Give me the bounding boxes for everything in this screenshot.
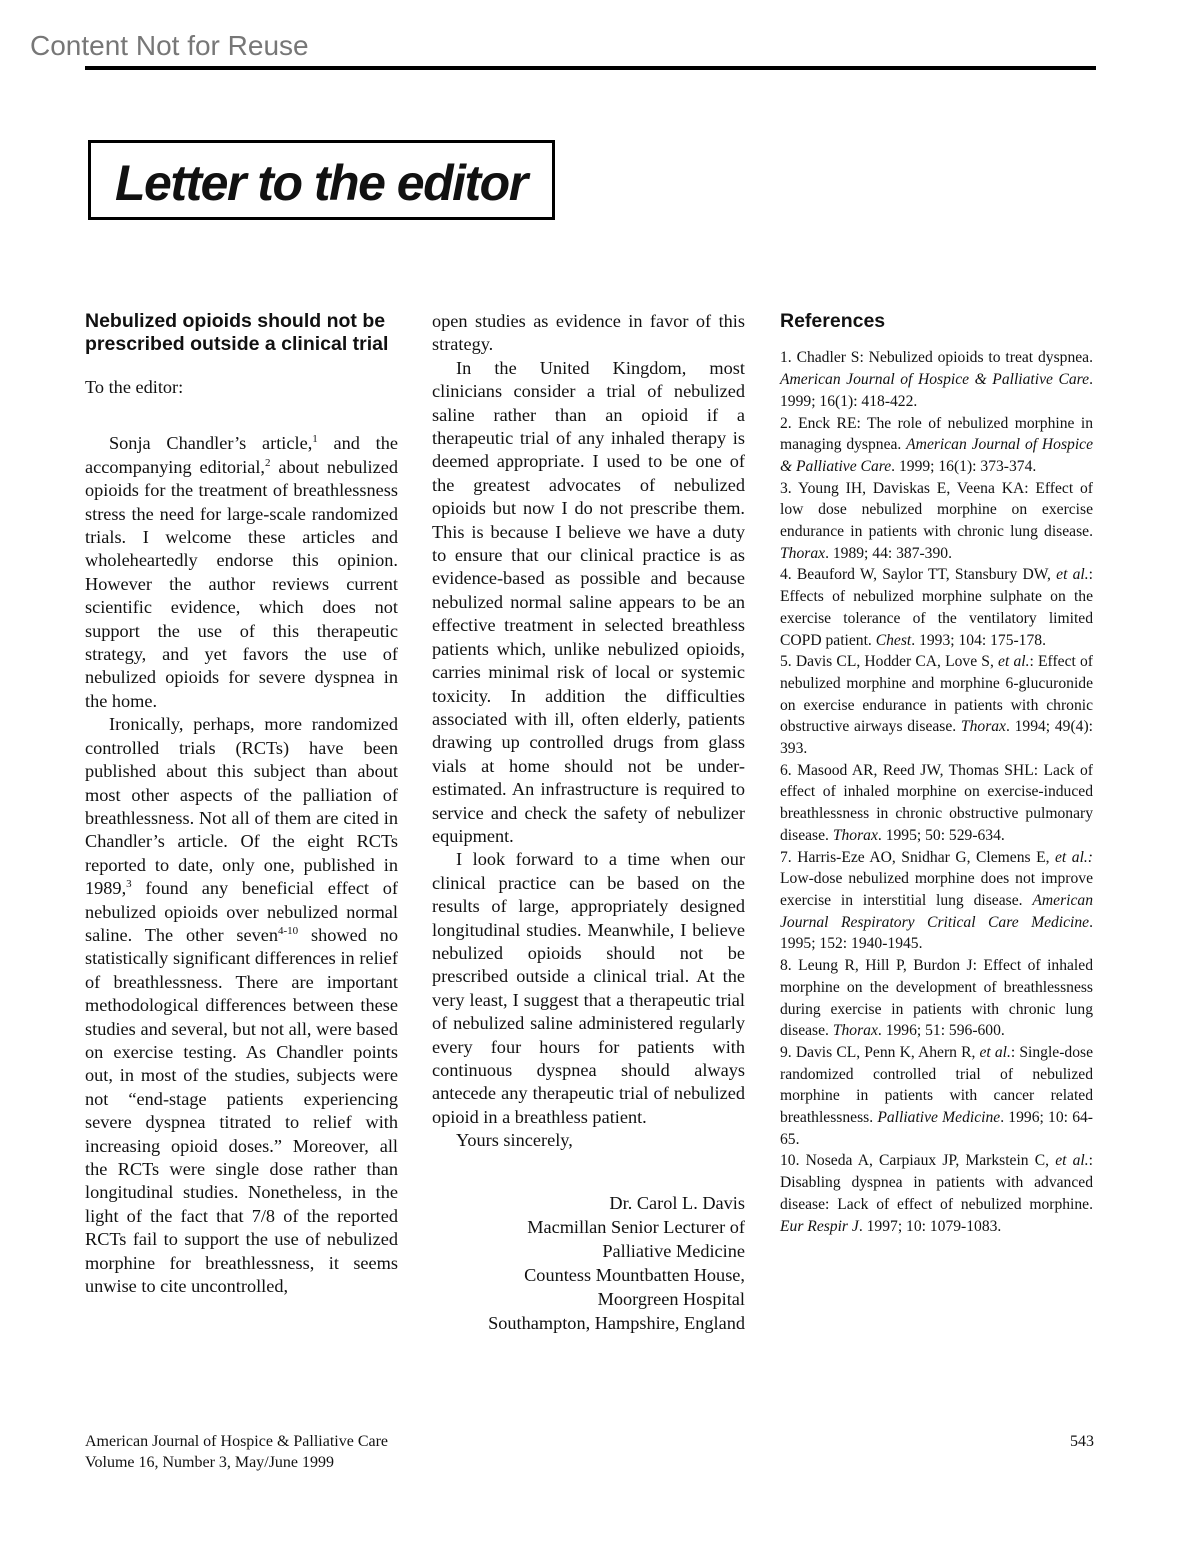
text-run: 6. Masood AR, Reed JW, Thomas SHL: Lack of effect of inhaled morphine on exercise-induced breathlessness in chronic obstructive pulmonary disease.	[780, 761, 1093, 844]
text-run: 1. Chadler S: Nebulized opioids to treat dyspnea.	[780, 349, 1093, 367]
signature-line: Southampton, Hampshire, England	[488, 1312, 745, 1333]
citation-superscript: 4-10	[278, 924, 299, 937]
footer-journal: American Journal of Hospice & Palliative Care	[85, 1433, 389, 1450]
text-run: 10. Noseda A, Carpiaux JP, Markstein C,	[780, 1152, 1056, 1170]
body-paragraph	[85, 713, 398, 1298]
text-run: . 1994; 49(4): 393.	[780, 718, 1093, 758]
text-run: 3. Young IH, Daviskas E, Veena KA: Effect of low dose nebulized morphine on exercise endurance in patients with chronic lung disease.	[780, 479, 1093, 541]
column-2	[432, 310, 745, 1335]
references-list	[780, 347, 1093, 1237]
reference-item	[780, 651, 1093, 760]
signature-line: Moorgreen Hospital	[597, 1288, 745, 1309]
italic-text: et al.	[979, 1043, 1011, 1061]
text-run: 4. Beauford W, Saylor TT, Stansbury DW,	[780, 566, 1057, 584]
references-column	[780, 310, 1093, 1237]
text-run: In the United Kingdom, most clinicians consider a trial of nebulized saline rather than an opioid if a therapeutic trial of any inhaled therapy is deemed appropriate. I used to be one of the greatest advocates of nebulized opioids but now I do not prescribe them. This is because I believe we have a duty to ensure that our clinical practice is as evidence-based as possible and because nebulized normal saline appears to be an effective treatment in selected breathless patients which, unlike nebulized opioids, carries minimal risk of local or systemic toxicity. In addition the difficulties associated with ill, often elderly, patients drawing up controlled drugs from glass vials at home should not be under-estimated. An infrastructure is required to service and check the safety of nebulizer equipment.	[432, 357, 745, 846]
italic-text: et al.	[998, 653, 1030, 671]
reference-item	[780, 564, 1093, 651]
column-1-body	[85, 432, 398, 1298]
text-run: Ironically, perhaps, more randomized controlled trials (RCTs) have been published about this subject than about most other aspects of the palliation of breathlessness. Not all of them are cited in Chandler’s article. Of the eight RCTs reported to date, only one, published in 1989,	[85, 714, 398, 899]
body-paragraph	[432, 310, 745, 357]
text-run: : Effects of nebulized morphine sulphate on the exercise tolerance of the ventilatory limited COPD patient.	[780, 566, 1093, 649]
text-run: and the accompanying editorial,	[85, 433, 398, 477]
citation-superscript: 2	[265, 456, 271, 469]
text-run: about nebulized opioids for the treatment of breathlessness stress the need for large-scale randomized trials. I welcome these articles and wholeheartedly endorse this opinion. However the author reviews current scientific evidence, which does not support the use of this therapeutic strategy, and yet favors the use of nebulized opioids for severe dyspnea in the home.	[85, 456, 398, 711]
text-run: . 1989; 44: 387-390.	[825, 544, 952, 562]
references-heading: References	[780, 310, 886, 332]
reference-item	[780, 760, 1093, 847]
body-paragraph	[85, 432, 398, 713]
italic-text: Chest	[875, 631, 912, 649]
text-run: showed no statistically significant differences in relief of breathlessness. There are important methodological differences between these studies and several, but not all, were based on exercise testing. As Chandler points out, in most of the studies, subjects were not “end-stage patients experiencing severe dyspnea titrated to relief with increasing opioid doses.” Moreover, all the RCTs were single dose rather than longitudinal studies. Nonetheless, in the light of the fact that 7/8 of the reported RCTs fail to support the use of nebulized morphine for breathlessness, it seems unwise to cite uncontrolled,	[85, 924, 398, 1297]
reference-item	[780, 847, 1093, 956]
reference-item	[780, 478, 1093, 565]
text-run: . 1993; 104: 175-178.	[911, 631, 1046, 649]
text-run: Low-dose nebulized morphine does not improve exercise in interstitial lung disease.	[780, 870, 1093, 909]
article-heading: Nebulized opioids should not be prescribed outside a clinical trial	[85, 310, 389, 355]
italic-text: American Journal of Hospice & Palliative Care	[780, 436, 1093, 475]
header-rule	[85, 66, 1096, 70]
text-run: . 1997; 10: 1079-1083.	[858, 1217, 1002, 1235]
text-run: . 1999; 16(1): 418-422.	[780, 371, 1093, 410]
text-run: Sonja Chandler’s article,	[109, 433, 313, 454]
signature-line: Macmillan Senior Lecturer of	[527, 1216, 745, 1237]
italic-text: Thorax	[832, 1022, 878, 1040]
italic-text: et al.:	[1055, 848, 1093, 866]
italic-text: Thorax	[780, 544, 826, 562]
text-run: 8. Leung R, Hill P, Burdon J: Effect of inhaled morphine on the development of breathlessness during exercise in patients with chronic lung disease.	[780, 957, 1093, 1040]
column-2-body	[432, 310, 745, 1153]
text-run: 2. Enck RE: The role of nebulized morphine in managing dyspnea.	[780, 414, 1093, 454]
italic-text: et al.	[1055, 1152, 1089, 1170]
watermark: Content Not for Reuse	[30, 30, 309, 61]
salutation: To the editor:	[85, 377, 184, 397]
reference-item	[780, 413, 1093, 478]
text-run: found any beneficial effect of nebulized opioids over nebulized normal saline. The other seven	[85, 878, 398, 945]
text-run: 7. Harris-Eze AO, Snidhar G, Clemens E,	[780, 848, 1056, 866]
text-run: Yours sincerely,	[456, 1130, 573, 1151]
signature-block	[432, 1191, 745, 1335]
reference-item	[780, 955, 1093, 1042]
text-run: . 1995; 152: 1940-1945.	[780, 913, 1093, 953]
italic-text: Thorax	[960, 718, 1006, 736]
reference-item	[780, 1042, 1093, 1151]
reference-item	[780, 347, 1093, 412]
signature-line: Countess Mountbatten House,	[524, 1264, 745, 1285]
text-run: . 1999; 16(1): 373-374.	[891, 457, 1037, 475]
section-title: Letter to the editor	[115, 155, 527, 211]
signature-line: Dr. Carol L. Davis	[609, 1192, 745, 1213]
text-run: I look forward to a time when our clinical practice can be based on the results of large, appropriately designed longitudinal studies. Meanwhile, I believe nebulized opioids should not be prescribed outside a clinical trial. At the very least, I suggest that a therapeutic trial of nebulized saline administered regularly every four hours for patients with continuous dyspnea should always antecede any therapeutic trial of nebulized opioid in a breathless patient.	[432, 849, 745, 1127]
citation-superscript: 3	[126, 878, 132, 891]
italic-text: Thorax	[832, 826, 878, 844]
text-run: . 1996; 10: 64-65.	[780, 1109, 1093, 1148]
text-run: . 1996; 51: 596-600.	[877, 1022, 1005, 1040]
body-paragraph	[432, 848, 745, 1129]
text-run: open studies as evidence in favor of this strategy.	[432, 311, 745, 355]
text-run: : Effect of nebulized morphine and morphine 6-glucuronide on exercise endurance in patients with chronic obstructive airways disease.	[780, 653, 1093, 736]
italic-text: Palliative Medicine	[877, 1109, 1001, 1127]
reference-item	[780, 1150, 1093, 1237]
citation-superscript: 1	[312, 433, 318, 446]
italic-text: Eur Respir J	[780, 1217, 859, 1235]
italic-text: American Journal of Hospice & Palliative Care	[780, 371, 1090, 389]
italic-text: et al.	[1056, 566, 1089, 584]
text-run: : Single-dose randomized controlled trial of nebulized morphine in patients with cancer related breathlessness.	[780, 1043, 1093, 1127]
page-number: 543	[1070, 1433, 1094, 1450]
footer-issue: Volume 16, Number 3, May/June 1999	[85, 1454, 335, 1471]
section-title-box	[88, 140, 555, 220]
footer-citation	[85, 1431, 388, 1473]
text-run: 9. Davis CL, Penn K, Ahern R,	[780, 1043, 980, 1061]
text-run: . 1995; 50: 529-634.	[877, 826, 1005, 844]
signature-line: Palliative Medicine	[602, 1240, 745, 1261]
body-paragraph	[432, 357, 745, 849]
text-run: : Disabling dyspnea in patients with advanced disease: Lack of effect of nebulized morphine.	[780, 1152, 1093, 1213]
italic-text: American Journal Respiratory Critical Care Medicine	[780, 891, 1093, 931]
text-run: 5. Davis CL, Hodder CA, Love S,	[780, 653, 999, 671]
column-1	[85, 310, 398, 1298]
body-paragraph	[432, 1129, 745, 1152]
